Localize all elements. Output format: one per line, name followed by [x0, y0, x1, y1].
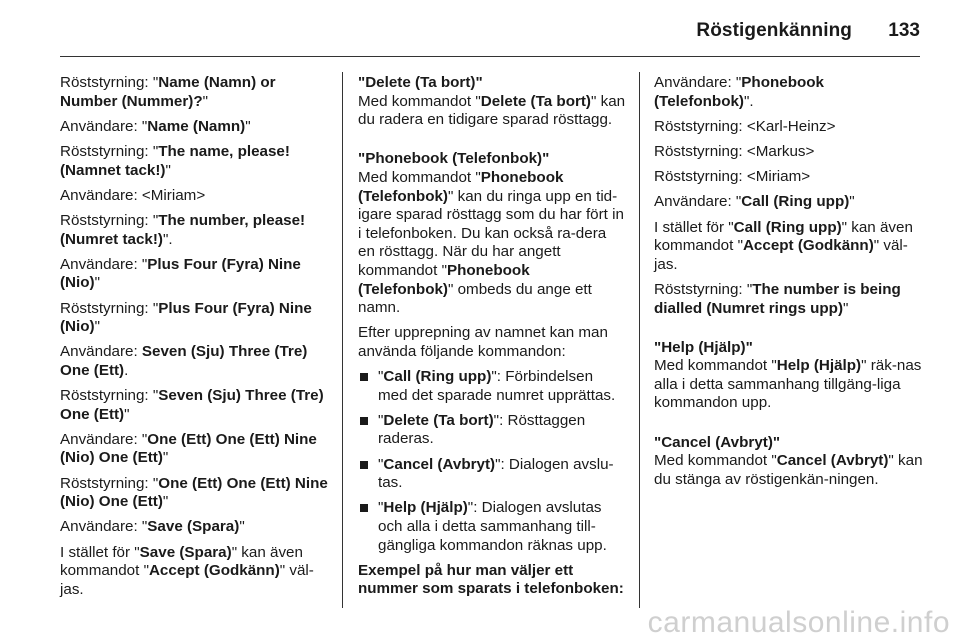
dialog-line: Användare: "Phonebook (Telefonbok)".	[654, 74, 824, 110]
dialog-line: Röststyrning: "Name (Namn) or Number (Nummer)?"	[60, 74, 276, 110]
bullet-square-icon	[360, 417, 368, 425]
help-description: Med kommandot "Help (Hjälp)" räk-nas alla i detta sammanhang tillgäng-liga kommandon upp.	[654, 357, 922, 412]
watermark: carmanualsonline.info	[647, 606, 950, 639]
dialog-line: I stället för "Call (Ring upp)" kan även kommandot "Accept (Godkänn)" väl-jas.	[654, 218, 913, 273]
dialog-line: Röststyrning: <Miriam>	[654, 168, 811, 186]
page-number: 133	[888, 20, 920, 41]
page-title: Röstigenkänning	[696, 20, 852, 41]
dialog-line: Användare: "Name (Namn)"	[60, 117, 251, 135]
bullet-square-icon	[360, 373, 368, 381]
dialog-line: Röststyrning: "Plus Four (Fyra) Nine (Nio)"	[60, 299, 312, 336]
dialog-line: Användare: "Call (Ring upp)"	[654, 193, 855, 211]
dialog-line: Röststyrning: "One (Ett) One (Ett) Nine (Nio) One (Ett)"	[60, 474, 328, 511]
dialog-line: Användare: "One (Ett) One (Ett) Nine (Nio) One (Ett)"	[60, 430, 317, 467]
cancel-description: Med kommandot "Cancel (Avbryt)" kan du stänga av röstigenkän-ningen.	[654, 452, 923, 488]
dialog-line: Användare: "Plus Four (Fyra) Nine (Nio)"	[60, 255, 301, 292]
phonebook-description: Med kommandot "Phonebook (Telefonbok)" kan du ringa upp en tid-igare sparad rösttagg som du har fört in i telefonboken. Du kan också ra-dera en rösttagg. När du har angett kommandot "Phonebook (Telefonbok)" ombeds du ange ett namn.	[358, 168, 624, 317]
dialog-line: Användare: "Save (Spara)"	[60, 518, 245, 536]
dialog-line: Användare: <Miriam>	[60, 186, 206, 204]
delete-description: Med kommandot "Delete (Ta bort)" kan du radera en tidigare sparad rösttagg.	[358, 92, 626, 129]
dialog-line: Röststyrning: <Markus>	[654, 142, 815, 160]
delete-heading: "Delete (Ta bort)"	[358, 74, 483, 91]
example-heading: Exempel på hur man väljer ett nummer som sparats i telefonboken:	[358, 561, 624, 598]
column-divider-2	[639, 72, 640, 608]
column-1	[60, 74, 330, 606]
bullet-square-icon	[360, 461, 368, 469]
column-2	[358, 74, 626, 599]
dialog-line: Röststyrning: "The number is being dialled (Numret rings upp)"	[654, 280, 901, 317]
header-rule	[60, 56, 920, 57]
dialog-line: Röststyrning: "The name, please! (Namnet tack!)"	[60, 142, 290, 179]
help-heading: "Help (Hjälp)"	[654, 338, 753, 356]
dialog-line: Röststyrning: <Karl-Heinz>	[654, 117, 836, 135]
bullet-square-icon	[360, 504, 368, 512]
list-item: "Delete (Ta bort)": Rösttaggen raderas.	[358, 412, 626, 449]
dialog-line: Röststyrning: "The number, please! (Numret tack!)".	[60, 211, 306, 248]
dialog-line: I stället för "Save (Spara)" kan även kommandot "Accept (Godkänn)" väl-jas.	[60, 543, 314, 598]
command-list	[358, 368, 626, 555]
commands-intro: Efter upprepning av namnet kan man använda följande kommandon:	[358, 324, 608, 360]
dialog-line: Användare: Seven (Sju) Three (Tre) One (Ett).	[60, 343, 308, 379]
list-item: "Cancel (Avbryt)": Dialogen avslu-tas.	[358, 456, 626, 493]
phonebook-heading: "Phonebook (Telefonbok)"	[358, 150, 550, 168]
list-item: "Call (Ring upp)": Förbindelsen med det sparade numret upprättas.	[358, 368, 626, 405]
column-divider-1	[342, 72, 343, 608]
column-3	[654, 74, 926, 496]
dialog-line: Röststyrning: "Seven (Sju) Three (Tre) One (Ett)"	[60, 387, 324, 423]
list-item: "Help (Hjälp)": Dialogen avslutas och alla i detta sammanhang till-gängliga kommandon räknas upp.	[358, 499, 626, 555]
cancel-heading: "Cancel (Avbryt)"	[654, 433, 781, 451]
